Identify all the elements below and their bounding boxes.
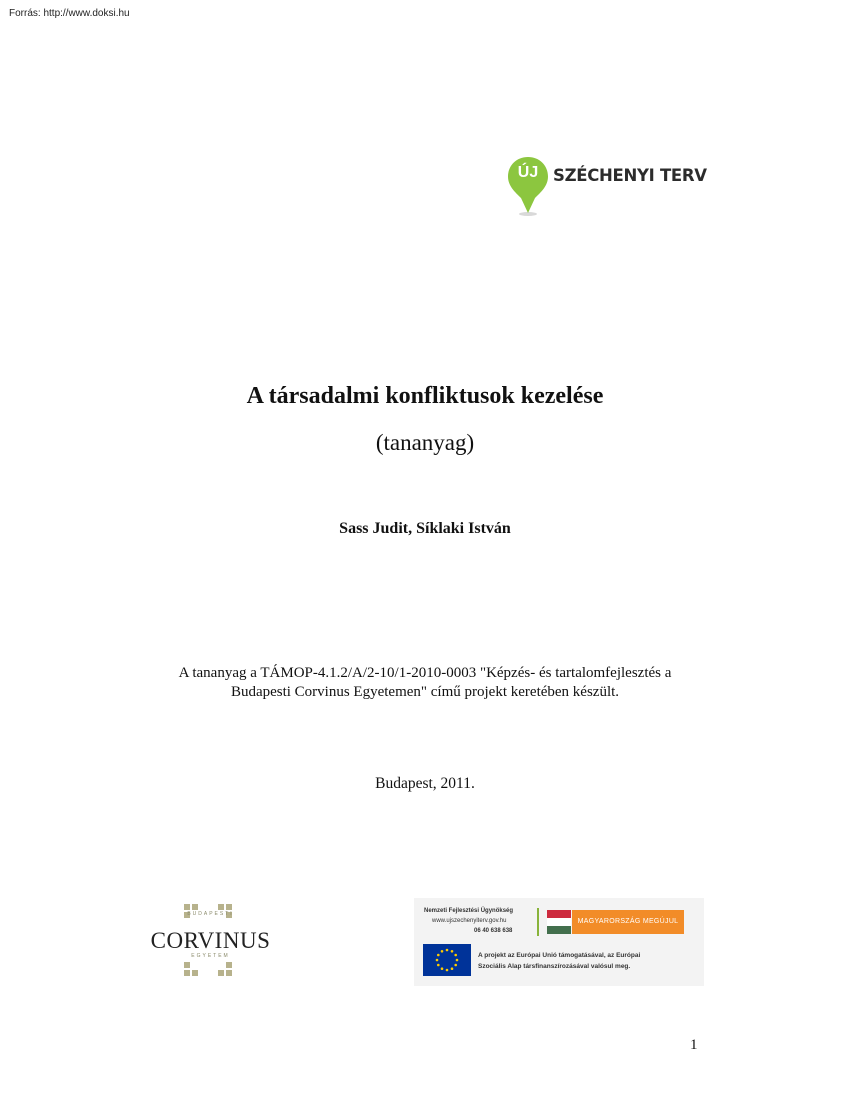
eu-flag-icon <box>423 944 471 976</box>
source-attribution: Forrás: http://www.doksi.hu <box>9 8 130 19</box>
page-number: 1 <box>690 1037 698 1053</box>
hungarian-flag-icon <box>547 910 571 934</box>
banner-divider <box>537 908 539 936</box>
eu-funding-banner <box>414 898 704 986</box>
document-subtitle: (tananyag) <box>375 430 475 455</box>
corvinus-top-text: BUDAPESTI <box>187 911 234 917</box>
slogan-badge: MAGYARORSZÁG MEGÚJUL <box>572 910 684 934</box>
eu-text-line-1: A projekt az Európai Unió támogatásával, az Európai <box>478 952 641 959</box>
document-authors: Sass Judit, Síklaki István <box>339 520 511 537</box>
corvinus-logo <box>148 902 273 982</box>
agency-name: Nemzeti Fejlesztési Ügynökség <box>424 908 514 914</box>
document-title: A társadalmi konfliktusok kezelése <box>246 383 604 409</box>
szechenyi-badge: ÚJ <box>517 164 539 181</box>
corvinus-bottom-text: EGYETEM <box>191 953 230 959</box>
project-line-1: A tananyag a TÁMOP-4.1.2/A/2-10/1-2010-0003 "Képzés- és tartalomfejlesztés a <box>178 665 672 681</box>
eu-text-line-2: Szociális Alap társfinanszírozásával valósul meg. <box>478 963 631 970</box>
szechenyi-logo-text: SZÉCHENYI TERV <box>553 166 707 185</box>
eu-funding-text <box>478 950 640 972</box>
agency-website: www.ujszechenyiterv.gov.hu <box>432 918 507 924</box>
project-statement <box>150 664 700 702</box>
agency-phone: 06 40 638 638 <box>474 928 513 934</box>
place-and-date: Budapest, 2011. <box>375 775 475 792</box>
project-line-2: Budapesti Corvinus Egyetemen" című projekt keretében készült. <box>230 684 620 700</box>
corvinus-name: CORVINUS <box>150 928 271 953</box>
szechenyi-terv-logo <box>507 150 707 218</box>
